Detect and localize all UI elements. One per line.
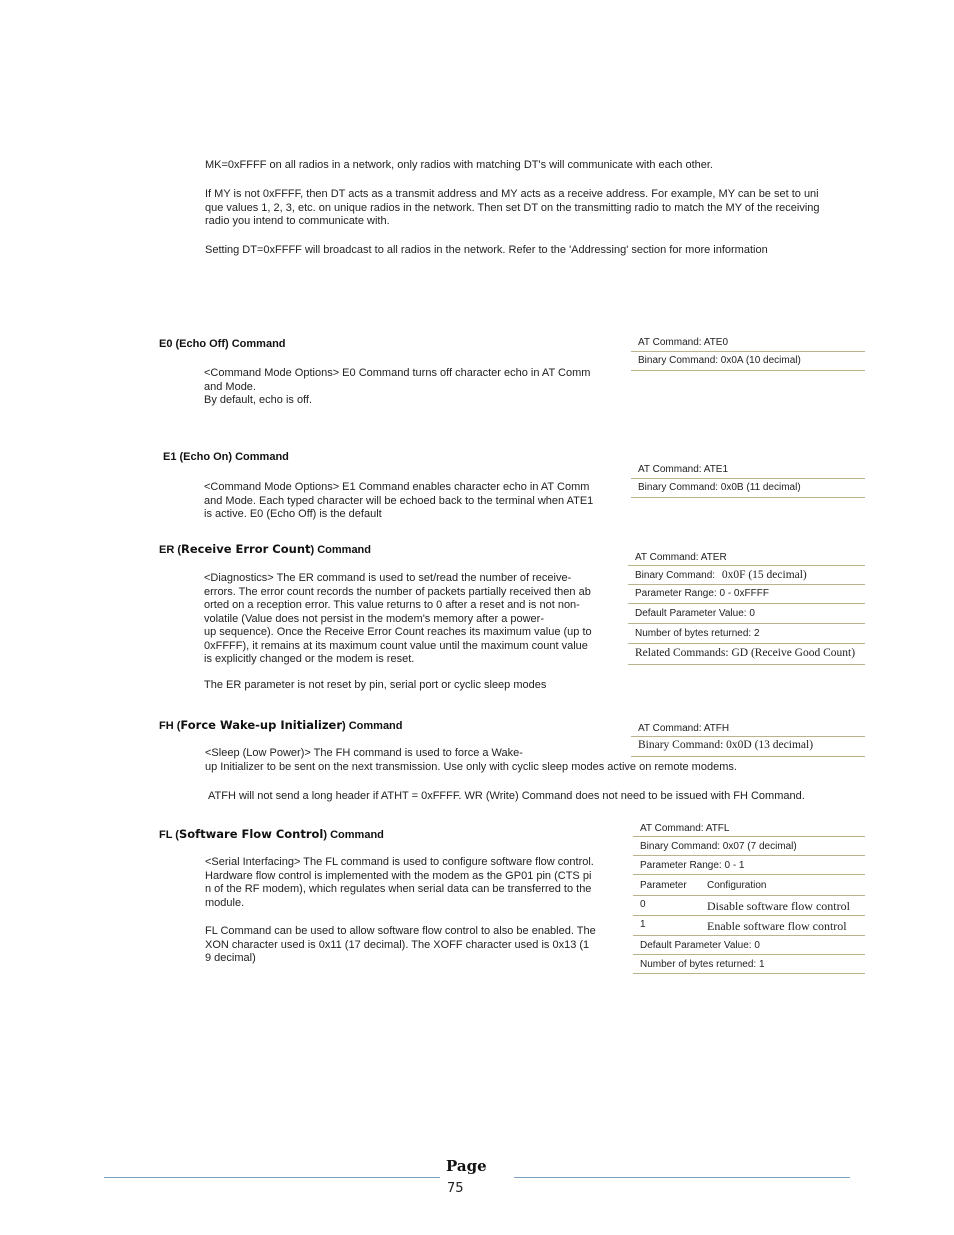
e0-heading: E0 (Echo Off) Command: [159, 338, 286, 350]
fh-heading: [159, 718, 403, 732]
e1-command-table: [631, 464, 865, 498]
er-binary-command: [628, 566, 865, 585]
fh-heading-title: Force Wake-up Initializer: [180, 718, 342, 732]
e1-heading: E1 (Echo On) Command: [163, 451, 289, 463]
intro-paragraph-2: If MY is not 0xFFFF, then DT acts as a transmit address and MY acts as a receive address. For example, MY can be set to uni que values 1, 2, 3, etc. on unique radios in the network. Then set DT on the transmitting radio to match the MY of the receiving radio you intend to communicate with.: [205, 188, 820, 227]
footer-page-number: 75: [447, 1181, 464, 1196]
er-note: The ER parameter is not reset by pin, serial port or cyclic sleep modes: [204, 679, 547, 691]
fl-body: <Serial Interfacing> The FL command is used to configure software flow control. Hardware flow control is implemented with the modem as the GP01 pin (CTS pi n of the RF modem), which regulates when serial data can be transferred to the module.: [205, 856, 594, 909]
er-bytes-returned: Number of bytes returned: 2: [628, 624, 865, 644]
fl-heading-suffix: ) Command: [323, 829, 384, 841]
fh-heading-suffix: ) Command: [342, 720, 403, 732]
fh-binary-command: Binary Command: 0x0D (13 decimal): [631, 737, 865, 757]
er-heading-suffix: ) Command: [310, 544, 371, 556]
fl-col-parameter: Parameter: [640, 880, 687, 891]
fl-body-2: FL Command can be used to allow software flow control to also be enabled. The XON character used is 0x11 (17 decimal). The XOFF character used is 0x13 (1 9 decimal): [205, 925, 596, 964]
fl-at-command: AT Command: ATFL: [633, 823, 865, 837]
intro-paragraph-1: MK=0xFFFF on all radios in a network, only radios with matching DT's will communicate with each other.: [205, 159, 713, 171]
fh-command-table: [631, 723, 865, 757]
e0-body: <Command Mode Options> E0 Command turns off character echo in AT Comm and Mode. By default, echo is off.: [204, 367, 591, 406]
fh-heading-prefix: FH (: [159, 720, 181, 732]
fh-note: ATFH will not send a long header if ATHT = 0xFFFF. WR (Write) Command does not need to be issued with FH Command.: [208, 790, 805, 802]
er-heading-prefix: ER (: [159, 544, 181, 556]
e1-at-command: AT Command: ATE1: [631, 464, 865, 479]
footer-rule-right: [514, 1177, 850, 1178]
e0-command-table: [631, 337, 865, 371]
er-at-command: AT Command: ATER: [628, 552, 865, 566]
footer-rule-left: [104, 1177, 440, 1178]
er-heading: [159, 542, 371, 556]
fh-body: <Sleep (Low Power)> The FH command is used to force a Wake- up Initializer to be sent on the next transmission. Use only with cyclic sleep modes active on remote modems.: [205, 747, 737, 773]
er-default-value: Default Parameter Value: 0: [628, 604, 865, 624]
er-related-commands: Related Commands: GD (Receive Good Count): [628, 644, 865, 665]
e1-body: <Command Mode Options> E1 Command enables character echo in AT Comm and Mode. Each typed character will be echoed back to the terminal when ATE1 is active. E0 (Echo Off) is the default: [204, 481, 594, 520]
fl-heading-prefix: FL (: [159, 829, 179, 841]
fl-heading: [159, 827, 384, 841]
er-command-table: [628, 552, 865, 665]
fl-heading-title: Software Flow Control: [178, 827, 324, 841]
e0-binary-command: Binary Command: 0x0A (10 decimal): [631, 352, 865, 371]
fl-parameter-range: Parameter Range: 0 - 1: [633, 856, 865, 875]
er-body: <Diagnostics> The ER command is used to set/read the number of receive- errors. The error count records the number of packets partially received then ab orted on a reception error. This value returns to 0 after a reset and is not non- volatile (Value does not persist in the modem's memory after a power- up sequence). Once the Receive Error Count reaches its maximum value (up to 0xFFFF), it remains at its maximum count value until the maximum count value is explicitly changed or the modem is reset.: [204, 572, 592, 665]
fl-bytes-returned: Number of bytes returned: 1: [633, 955, 865, 974]
fh-at-command: AT Command: ATFH: [631, 723, 865, 737]
intro-paragraph-3: Setting DT=0xFFFF will broadcast to all radios in the network. Refer to the 'Addressing' section for more information: [205, 244, 768, 256]
fl-row-1-config: Enable software flow control: [707, 919, 847, 933]
fl-col-configuration: Configuration: [707, 880, 767, 891]
fl-row-0-config: Disable software flow control: [707, 899, 850, 913]
fl-default-value: Default Parameter Value: 0: [633, 936, 865, 955]
table-row: [633, 896, 865, 916]
er-heading-title: Receive Error Count: [181, 542, 311, 556]
e1-binary-command: Binary Command: 0x0B (11 decimal): [631, 479, 865, 498]
fl-binary-command: Binary Command: 0x07 (7 decimal): [633, 837, 865, 856]
er-binary-value: 0x0F (15 decimal): [721, 569, 807, 581]
e0-at-command: AT Command: ATE0: [631, 337, 865, 352]
footer-page-label: Page: [446, 1157, 487, 1175]
fl-row-1-param: 1: [640, 919, 646, 930]
fl-command-table: [633, 823, 865, 974]
er-parameter-range: Parameter Range: 0 - 0xFFFF: [628, 585, 865, 604]
table-row: [633, 916, 865, 936]
fl-column-headers: [633, 875, 865, 896]
er-binary-label: Binary Command:: [635, 570, 716, 581]
fl-row-0-param: 0: [640, 899, 646, 910]
